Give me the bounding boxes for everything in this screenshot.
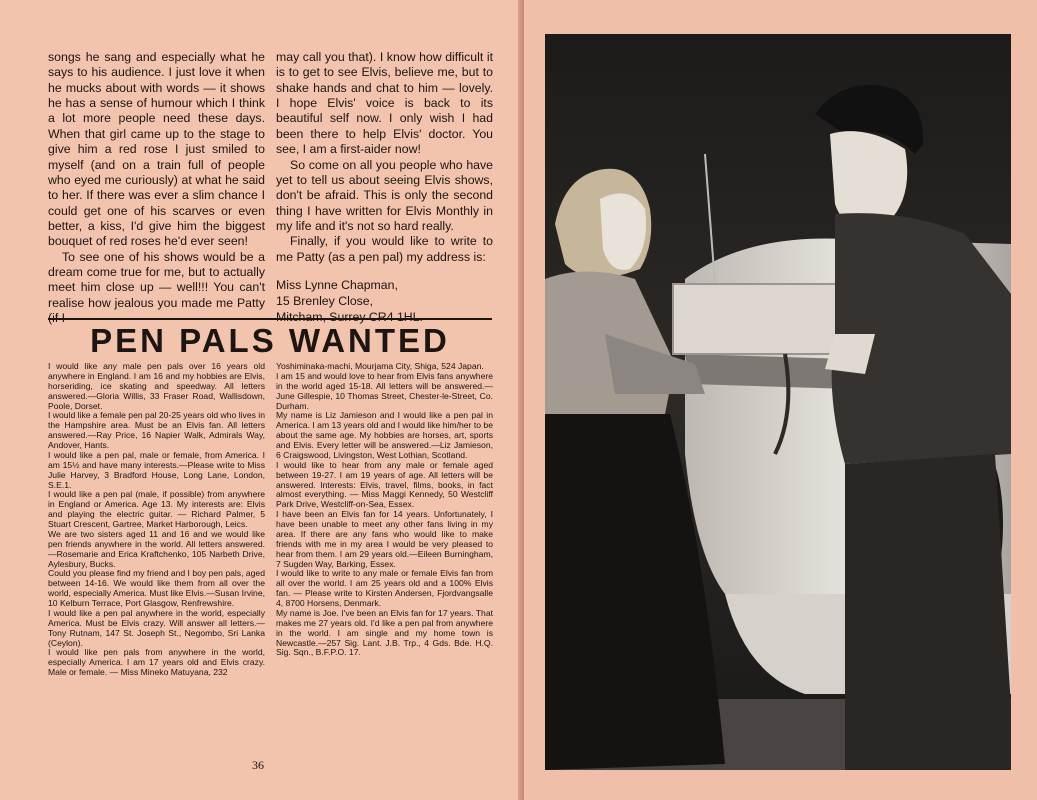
page-number: 36 bbox=[252, 758, 264, 772]
listing-entry: Yoshiminaka-machi, Mourjama City, Shiga, 524 Japan. bbox=[276, 361, 484, 371]
man-jeans bbox=[845, 454, 1011, 770]
section-divider bbox=[48, 318, 492, 320]
letter-paragraph: songs he sang and especially what he says to his audience. I just love it when he mucks about with words — it shows he has a sense of humour which I think a lot more people need these days. When that girl came up to the stage to give him a red rose I just smiled to myself (and on a train full of people who eyed me curiously) at what he said to her. If there was ever a slim chance I could get one of his scarves or even better, a kiss, I'd give him the biggest bouquet of red roses he'd ever seen! bbox=[48, 50, 265, 249]
listing-entry: I am 15 and would love to hear from Elvis fans anywhere in the world aged 15-18. All letters will be answered.—June Gillespie, 10 Thomas Street, Chester-le-Street, Co. Durham. bbox=[276, 370, 493, 411]
address-line: 15 Brenley Close, bbox=[276, 294, 374, 309]
letter-paragraph: To see one of his shows would be a dream come true for me, but to actually meet him close up — well!!! You can't realise how jealous you made me Patty bbox=[48, 249, 265, 310]
listings-column-2 bbox=[276, 362, 493, 658]
listing-entry: I would like a female pen pal 20-25 years old who lives in the Hampshire area. Must be an Elvis fan. All letters answered.—Ray Price, 16 Napier Walk, Admirals Way, Andover, Hants. bbox=[48, 410, 265, 450]
listing-entry: I would like a pen pal (male, if possible) from anywhere in England or America. Age 13. My interests are: Elvis and playing the electric guitar. — Richard Palmer, 5 Stuart Crescent, Gartree, Market Harborough, Leics. bbox=[48, 489, 265, 529]
letter-column-2 bbox=[276, 50, 493, 326]
letter-column-1 bbox=[48, 50, 265, 326]
listing-entry: I would like a pen pal, male or female, from America. I am 15½ and have many interests.—Please write to Miss Julie Harvey, 3 Bradford House, Long Lane, London, S.E.1. bbox=[48, 449, 265, 490]
listing-entry: I have been an Elvis fan for 14 years. Unfortunately, I have been unable to meet any other fans living in my area. If there are any fans who would like to make friends with me in my area I would be very pleased to hear from them. I am 29 years old.—Eileen Burningham, 7 Sugden Way, Barking, Essex. bbox=[276, 509, 493, 569]
section-headline: PEN PALS WANTED bbox=[90, 322, 450, 359]
listing-entry: I would like to hear from any male or female aged between 19-27. I am 19 years of age. All letters will be answered. Interests: Elvis, travel, films, books, in fact almost everything. — Miss Maggi Kennedy, 50 Westcliff Park Drive, Westcliff-on-Sea, Essex. bbox=[276, 459, 493, 510]
listing-entry: I would like any male pen pals over 16 years old anywhere in England. I am 16 and my hobbies are Elvis, horseriding, ice skating and speedway. All letters answered.—Gloria Willis, 33 Fraser Road, Wallisdown, Poole, Dorset. bbox=[48, 361, 265, 411]
listing-entry: We are two sisters aged 11 and 16 and we would like pen friends anywhere in the world. All letters answered.—Rosemarie and Erica Kraftchenko, 105 Narbeth Drive, Aylesbury, Bucks. bbox=[48, 528, 265, 569]
letter-paragraph: may call you that). I know how difficult it is to get to see Elvis, believe me, but to shake hands and chat to him — lovely. I hope Elvis' voice is back to its beautiful self now. I only wish I had been there to help Elvis' doctor. You see, I am a first-aider now! bbox=[276, 50, 493, 157]
letter-paragraph: So come on all you people who have yet to tell us about seeing Elvis shows, don't be afraid. This is only the second thing I have written for Elvis Monthly in my life and it's not so hard really. bbox=[276, 157, 493, 233]
address-line: Miss Lynne Chapman, bbox=[276, 278, 398, 293]
letter-paragraph: Finally, if you would like to write to me Patty (as a pen pal) my address is: bbox=[276, 234, 493, 264]
listing-entry: My name is Joe. I've been an Elvis fan for 17 years. That makes me 27 years old. I'd like a pen pal from anywhere in the world. I am single and my home town is Newcastle.—257 Sig. Lant. J.B. Trp., 4 Gds. Bde. H.Q. Sig. Sqn., B.F.P.O. 17. bbox=[276, 607, 493, 658]
listing-entry: I would like a pen pal anywhere in the world, especially America. Must be Elvis crazy. Will answer all letters.—Tony Rutnam, 147 St. Joseph St., Negombo, Sri Lanka (Ceylon). bbox=[48, 607, 265, 648]
photo-illustration bbox=[545, 34, 1011, 770]
listing-entry: I would like to write to any male or female Elvis fan from all over the world. I am 25 years old and a 100% Elvis fan. — Please write to Kirsten Andersen, Fjordvangsalle 4, 8700 Horsens, Denmark. bbox=[276, 568, 493, 608]
letter-article bbox=[48, 50, 492, 316]
listings-column-1 bbox=[48, 362, 265, 678]
listing-entry: I would like pen pals from anywhere in the world, especially America. I am 17 years old and Elvis crazy. Male or female. — Miss Mineko Matuyana, 232 bbox=[48, 647, 265, 678]
photograph bbox=[545, 34, 1011, 770]
listing-entry: Could you please find my friend and I boy pen pals, aged between 14-16. We would like them from all over the world, especially America. Must like Elvis.—Susan Irvine, 10 Kelburn Terrace, Port Glasgow, Renfrewshire. bbox=[48, 568, 265, 608]
listing-entry: My name is Liz Jamieson and I would like a pen pal in America. I am 13 years old and I would like him/her to be about the same age. My hobbies are horses, art, sports and Elvis. Every letter will be answered.—Liz Jamieson, 6 Craigswood, Livingston, West Lothian, Scotland. bbox=[276, 410, 493, 460]
